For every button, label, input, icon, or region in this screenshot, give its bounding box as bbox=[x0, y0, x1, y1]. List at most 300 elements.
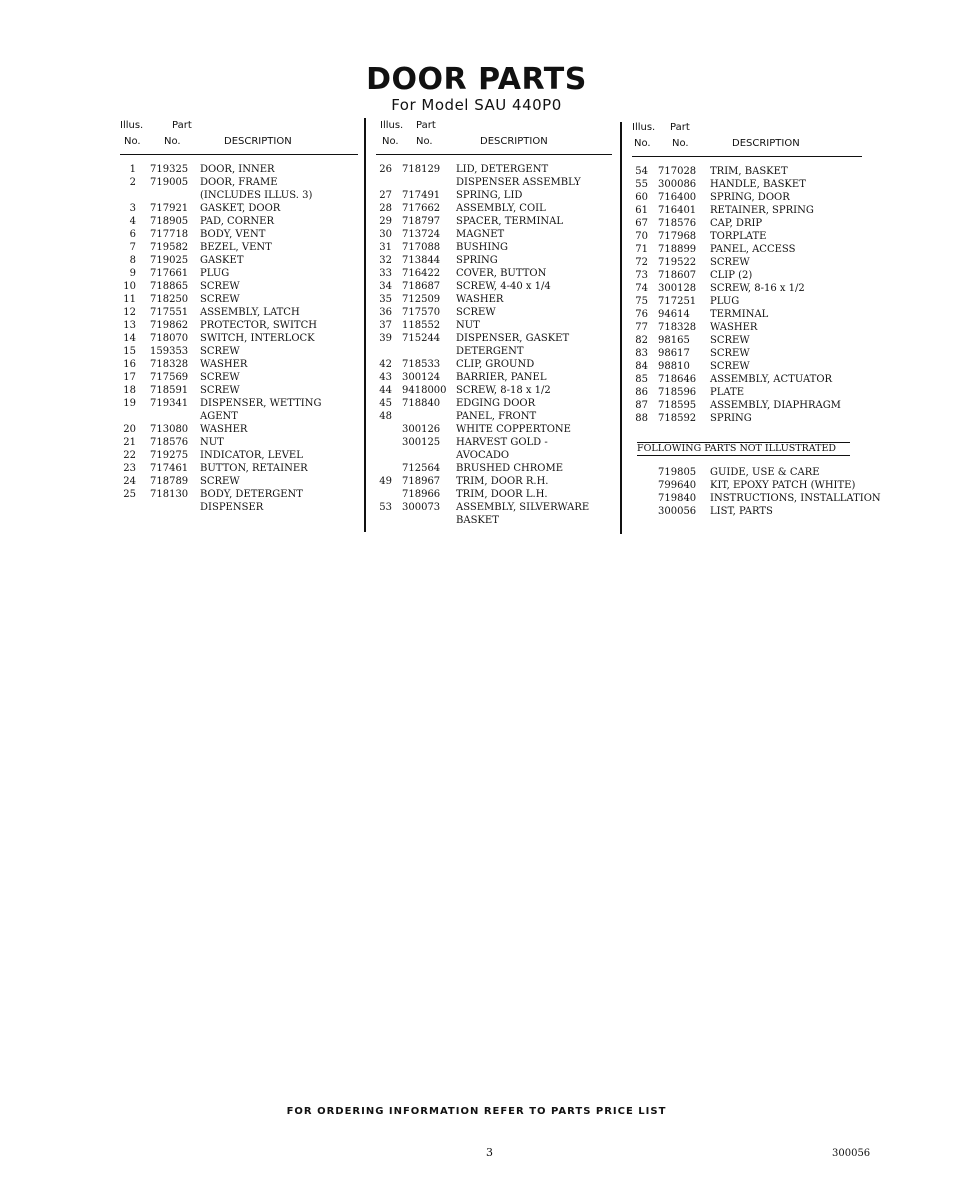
part-description: ASSEMBLY, SILVERWARE bbox=[456, 502, 590, 513]
part-description: SCREW bbox=[200, 372, 240, 383]
part-row bbox=[376, 319, 612, 332]
illus-no-header: No. bbox=[382, 136, 399, 147]
part-description: ASSEMBLY, ACTUATOR bbox=[710, 374, 833, 385]
part-description: GASKET bbox=[200, 255, 244, 266]
part-row bbox=[120, 462, 358, 475]
illus-number: 35 bbox=[379, 294, 392, 305]
part-row bbox=[120, 449, 358, 462]
part-number: 718899 bbox=[658, 244, 697, 255]
illus-number: 4 bbox=[129, 216, 136, 227]
part-row bbox=[376, 332, 612, 345]
part-row bbox=[632, 386, 862, 399]
part-number: 717662 bbox=[402, 203, 441, 214]
illus-no-header: No. bbox=[124, 136, 141, 147]
illus-number: 18 bbox=[123, 385, 136, 396]
part-number: 98810 bbox=[658, 361, 690, 372]
part-number: 718967 bbox=[402, 476, 441, 487]
part-number: 719005 bbox=[150, 177, 189, 188]
part-row bbox=[120, 371, 358, 384]
illus-number: 9 bbox=[129, 268, 136, 279]
part-number: 9418000 bbox=[402, 385, 447, 396]
part-number: 718966 bbox=[402, 489, 441, 500]
part-number: 719025 bbox=[150, 255, 189, 266]
illus-number: 71 bbox=[635, 244, 648, 255]
part-number: 718070 bbox=[150, 333, 189, 344]
part-description: SPRING bbox=[456, 255, 498, 266]
part-description: LID, DETERGENT bbox=[456, 164, 549, 175]
part-description: SCREW bbox=[200, 476, 240, 487]
part-number: 719805 bbox=[658, 467, 697, 478]
description-header: DESCRIPTION bbox=[224, 136, 292, 147]
part-row bbox=[120, 501, 358, 514]
part-number: 718595 bbox=[658, 400, 697, 411]
part-row bbox=[376, 215, 612, 228]
part-number: 718905 bbox=[150, 216, 189, 227]
part-row bbox=[376, 488, 612, 501]
part-description: PAD, CORNER bbox=[200, 216, 275, 227]
part-description: WASHER bbox=[200, 359, 248, 370]
part-number: 716400 bbox=[658, 192, 697, 203]
illus-number: 88 bbox=[635, 413, 648, 424]
part-no-header: No. bbox=[164, 136, 181, 147]
part-row bbox=[120, 163, 358, 176]
illus-number: 48 bbox=[379, 411, 392, 422]
part-description: SCREW bbox=[200, 346, 240, 357]
illus-number: 54 bbox=[635, 166, 648, 177]
illus-number: 37 bbox=[379, 320, 392, 331]
part-row bbox=[376, 358, 612, 371]
part-row bbox=[120, 384, 358, 397]
part-row bbox=[632, 191, 862, 204]
part-number: 712509 bbox=[402, 294, 441, 305]
part-row bbox=[120, 228, 358, 241]
part-number: 718607 bbox=[658, 270, 697, 281]
part-description: ASSEMBLY, DIAPHRAGM bbox=[710, 400, 841, 411]
part-description: WASHER bbox=[200, 424, 248, 435]
part-row bbox=[120, 345, 358, 358]
part-row bbox=[120, 280, 358, 293]
not-illustrated-heading: FOLLOWING PARTS NOT ILLUSTRATED bbox=[637, 442, 850, 456]
illus-number: 16 bbox=[123, 359, 136, 370]
part-description: WHITE COPPERTONE bbox=[456, 424, 571, 435]
illus-number: 85 bbox=[635, 374, 648, 385]
part-number: 718328 bbox=[150, 359, 189, 370]
part-row bbox=[120, 241, 358, 254]
part-number: 713844 bbox=[402, 255, 441, 266]
part-number: 716401 bbox=[658, 205, 697, 216]
part-row bbox=[376, 176, 612, 189]
part-description: BODY, DETERGENT bbox=[200, 489, 303, 500]
part-number: 717570 bbox=[402, 307, 441, 318]
part-row bbox=[632, 178, 862, 191]
description-header: DESCRIPTION bbox=[480, 136, 548, 147]
ordering-footer: FOR ORDERING INFORMATION REFER TO PARTS PRICE LIST bbox=[286, 1106, 667, 1117]
part-description: SCREW bbox=[710, 361, 750, 372]
illus-number: 36 bbox=[379, 307, 392, 318]
part-row bbox=[376, 254, 612, 267]
part-number: 718328 bbox=[658, 322, 697, 333]
part-description: SCREW, 8-16 x 1/2 bbox=[710, 283, 805, 294]
part-number: 716422 bbox=[402, 268, 441, 279]
illus-number: 73 bbox=[635, 270, 648, 281]
illus-number: 8 bbox=[129, 255, 136, 266]
part-description: CAP, DRIP bbox=[710, 218, 763, 229]
not-illustrated-list bbox=[632, 466, 882, 518]
part-number: 713080 bbox=[150, 424, 189, 435]
part-number: 719840 bbox=[658, 493, 697, 504]
illus-number: 31 bbox=[379, 242, 392, 253]
part-description: TRIM, DOOR L.H. bbox=[456, 489, 548, 500]
part-description: AGENT bbox=[200, 411, 238, 422]
part-description: SPRING bbox=[710, 413, 752, 424]
part-row bbox=[120, 319, 358, 332]
part-number: 718840 bbox=[402, 398, 441, 409]
part-number: 717718 bbox=[150, 229, 189, 240]
illus-number: 15 bbox=[123, 346, 136, 357]
part-number: 719522 bbox=[658, 257, 697, 268]
part-number: 713724 bbox=[402, 229, 441, 240]
part-description: SCREW bbox=[710, 348, 750, 359]
part-description: SCREW bbox=[200, 294, 240, 305]
part-description: DISPENSER, GASKET bbox=[456, 333, 570, 344]
illus-number: 32 bbox=[379, 255, 392, 266]
illus-no-header: No. bbox=[634, 138, 651, 149]
part-description: WASHER bbox=[710, 322, 758, 333]
part-row bbox=[120, 358, 358, 371]
part-row bbox=[632, 399, 862, 412]
part-row bbox=[376, 345, 612, 358]
part-row bbox=[120, 254, 358, 267]
part-description: SCREW bbox=[200, 385, 240, 396]
part-row bbox=[376, 267, 612, 280]
illus-number: 13 bbox=[123, 320, 136, 331]
part-row bbox=[632, 230, 862, 243]
part-description: HANDLE, BASKET bbox=[710, 179, 806, 190]
part-row bbox=[376, 384, 612, 397]
part-number: 719275 bbox=[150, 450, 189, 461]
part-number: 94614 bbox=[658, 309, 690, 320]
part-number: 718576 bbox=[150, 437, 189, 448]
illus-number: 33 bbox=[379, 268, 392, 279]
part-number: 799640 bbox=[658, 480, 697, 491]
part-row bbox=[376, 514, 612, 527]
part-header: Part bbox=[172, 120, 192, 131]
part-row bbox=[376, 228, 612, 241]
illus-number: 87 bbox=[635, 400, 648, 411]
part-description: INDICATOR, LEVEL bbox=[200, 450, 303, 461]
part-description: DETERGENT bbox=[456, 346, 524, 357]
part-number: 717461 bbox=[150, 463, 189, 474]
column-header bbox=[120, 118, 358, 155]
part-row bbox=[120, 202, 358, 215]
part-description: SPRING, DOOR bbox=[710, 192, 790, 203]
illus-header: Illus. bbox=[632, 122, 656, 133]
part-row bbox=[376, 306, 612, 319]
part-row bbox=[120, 189, 358, 202]
illus-number: 83 bbox=[635, 348, 648, 359]
illus-number: 12 bbox=[123, 307, 136, 318]
part-row bbox=[376, 449, 612, 462]
part-number: 718129 bbox=[402, 164, 441, 175]
part-row bbox=[120, 410, 358, 423]
part-number: 717088 bbox=[402, 242, 441, 253]
part-description: BUTTON, RETAINER bbox=[200, 463, 308, 474]
illus-header: Illus. bbox=[120, 120, 144, 131]
part-row bbox=[376, 475, 612, 488]
part-number: 718130 bbox=[150, 489, 189, 500]
part-description: PROTECTOR, SWITCH bbox=[200, 320, 317, 331]
part-number: 718592 bbox=[658, 413, 697, 424]
part-number: 300086 bbox=[658, 179, 697, 190]
illus-number: 23 bbox=[123, 463, 136, 474]
part-description: PLUG bbox=[200, 268, 230, 279]
illus-number: 84 bbox=[635, 361, 648, 372]
part-row bbox=[632, 505, 882, 518]
part-number: 300125 bbox=[402, 437, 441, 448]
illus-number: 86 bbox=[635, 387, 648, 398]
part-number: 718533 bbox=[402, 359, 441, 370]
part-description: WASHER bbox=[456, 294, 504, 305]
part-description: TRIM, DOOR R.H. bbox=[456, 476, 549, 487]
illus-number: 60 bbox=[635, 192, 648, 203]
part-number: 718789 bbox=[150, 476, 189, 487]
illus-number: 44 bbox=[379, 385, 392, 396]
part-row bbox=[632, 373, 862, 386]
illus-number: 67 bbox=[635, 218, 648, 229]
illus-number: 70 bbox=[635, 231, 648, 242]
part-number: 718576 bbox=[658, 218, 697, 229]
part-row bbox=[632, 492, 882, 505]
part-row bbox=[376, 410, 612, 423]
illus-number: 24 bbox=[123, 476, 136, 487]
illus-number: 20 bbox=[123, 424, 136, 435]
part-number: 712564 bbox=[402, 463, 441, 474]
part-row bbox=[376, 423, 612, 436]
illus-number: 77 bbox=[635, 322, 648, 333]
illus-number: 26 bbox=[379, 164, 392, 175]
part-number: 98617 bbox=[658, 348, 690, 359]
part-row bbox=[632, 269, 862, 282]
page-number: 3 bbox=[486, 1146, 493, 1159]
illus-header: Illus. bbox=[380, 120, 404, 131]
illus-number: 25 bbox=[123, 489, 136, 500]
part-row bbox=[120, 397, 358, 410]
illus-number: 6 bbox=[129, 229, 136, 240]
part-description: SPACER, TERMINAL bbox=[456, 216, 564, 227]
part-number: 719582 bbox=[150, 242, 189, 253]
part-number: 718646 bbox=[658, 374, 697, 385]
parts-column-3 bbox=[632, 120, 862, 425]
part-row bbox=[376, 189, 612, 202]
part-description: PANEL, FRONT bbox=[456, 411, 537, 422]
part-description: CLIP (2) bbox=[710, 270, 753, 281]
part-row bbox=[376, 397, 612, 410]
illus-number: 42 bbox=[379, 359, 392, 370]
part-row bbox=[376, 293, 612, 306]
part-description: (INCLUDES ILLUS. 3) bbox=[200, 190, 313, 201]
part-row bbox=[120, 488, 358, 501]
part-description: CLIP, GROUND bbox=[456, 359, 535, 370]
illus-number: 76 bbox=[635, 309, 648, 320]
part-number: 718687 bbox=[402, 281, 441, 292]
part-row bbox=[120, 475, 358, 488]
part-number: 717569 bbox=[150, 372, 189, 383]
document-number: 300056 bbox=[832, 1148, 871, 1159]
part-description: BRUSHED CHROME bbox=[456, 463, 564, 474]
part-number: 98165 bbox=[658, 335, 690, 346]
part-description: KIT, EPOXY PATCH (WHITE) bbox=[710, 480, 856, 491]
part-description: BEZEL, VENT bbox=[200, 242, 272, 253]
part-row bbox=[632, 217, 862, 230]
part-description: DISPENSER ASSEMBLY bbox=[456, 177, 581, 188]
part-description: INSTRUCTIONS, INSTALLATION bbox=[710, 493, 881, 504]
part-row bbox=[632, 165, 862, 178]
column-header bbox=[376, 118, 612, 155]
part-description: PANEL, ACCESS bbox=[710, 244, 796, 255]
part-number: 159353 bbox=[150, 346, 189, 357]
part-description: NUT bbox=[200, 437, 224, 448]
illus-number: 14 bbox=[123, 333, 136, 344]
part-number: 717251 bbox=[658, 296, 697, 307]
part-row bbox=[376, 241, 612, 254]
part-number: 300126 bbox=[402, 424, 441, 435]
illus-number: 49 bbox=[379, 476, 392, 487]
part-number: 718591 bbox=[150, 385, 189, 396]
part-row bbox=[632, 308, 862, 321]
part-number: 718797 bbox=[402, 216, 441, 227]
part-row bbox=[376, 501, 612, 514]
part-number: 717491 bbox=[402, 190, 441, 201]
part-description: NUT bbox=[456, 320, 480, 331]
part-description: SCREW bbox=[710, 257, 750, 268]
part-row bbox=[120, 293, 358, 306]
part-description: BUSHING bbox=[456, 242, 509, 253]
part-description: GASKET, DOOR bbox=[200, 203, 281, 214]
part-number: 717968 bbox=[658, 231, 697, 242]
column-header bbox=[632, 120, 862, 157]
part-description: AVOCADO bbox=[456, 450, 510, 461]
part-row bbox=[376, 163, 612, 176]
illus-number: 75 bbox=[635, 296, 648, 307]
parts-column-1 bbox=[120, 118, 358, 514]
part-number: 717921 bbox=[150, 203, 189, 214]
part-description: GUIDE, USE & CARE bbox=[710, 467, 820, 478]
part-description: TORPLATE bbox=[710, 231, 767, 242]
part-description: EDGING DOOR bbox=[456, 398, 536, 409]
illus-number: 34 bbox=[379, 281, 392, 292]
illus-number: 72 bbox=[635, 257, 648, 268]
part-description: SPRING, LID bbox=[456, 190, 523, 201]
illus-number: 30 bbox=[379, 229, 392, 240]
part-number: 718596 bbox=[658, 387, 697, 398]
part-description: MAGNET bbox=[456, 229, 505, 240]
illus-number: 7 bbox=[129, 242, 136, 253]
part-row bbox=[120, 306, 358, 319]
part-description: DOOR, INNER bbox=[200, 164, 275, 175]
column-divider bbox=[364, 118, 366, 532]
part-row bbox=[120, 267, 358, 280]
part-number: 300128 bbox=[658, 283, 697, 294]
part-number: 718865 bbox=[150, 281, 189, 292]
part-row bbox=[120, 332, 358, 345]
part-row bbox=[632, 334, 862, 347]
part-description: PLATE bbox=[710, 387, 745, 398]
part-number: 719341 bbox=[150, 398, 189, 409]
illus-number: 2 bbox=[129, 177, 136, 188]
part-row bbox=[632, 466, 882, 479]
part-row bbox=[376, 280, 612, 293]
part-row bbox=[376, 462, 612, 475]
part-description: ASSEMBLY, LATCH bbox=[200, 307, 300, 318]
part-description: TRIM, BASKET bbox=[710, 166, 788, 177]
part-row bbox=[632, 321, 862, 334]
part-description: SCREW, 4-40 x 1/4 bbox=[456, 281, 551, 292]
illus-number: 17 bbox=[123, 372, 136, 383]
part-row bbox=[120, 436, 358, 449]
part-description: DOOR, FRAME bbox=[200, 177, 278, 188]
part-description: PLUG bbox=[710, 296, 740, 307]
part-row bbox=[632, 295, 862, 308]
part-description: COVER, BUTTON bbox=[456, 268, 547, 279]
part-number: 300073 bbox=[402, 502, 441, 513]
part-row bbox=[632, 282, 862, 295]
part-row bbox=[632, 479, 882, 492]
illus-number: 53 bbox=[379, 502, 392, 513]
part-row bbox=[120, 176, 358, 189]
part-description: BODY, VENT bbox=[200, 229, 266, 240]
illus-number: 43 bbox=[379, 372, 392, 383]
illus-number: 21 bbox=[123, 437, 136, 448]
illus-number: 3 bbox=[129, 203, 136, 214]
part-number: 118552 bbox=[402, 320, 441, 331]
part-row bbox=[376, 436, 612, 449]
part-row bbox=[632, 412, 862, 425]
illus-number: 27 bbox=[379, 190, 392, 201]
part-number: 718250 bbox=[150, 294, 189, 305]
part-header: Part bbox=[670, 122, 690, 133]
part-no-header: No. bbox=[672, 138, 689, 149]
illus-number: 74 bbox=[635, 283, 648, 294]
part-number: 717028 bbox=[658, 166, 697, 177]
part-description: HARVEST GOLD - bbox=[456, 437, 548, 448]
part-description: TERMINAL bbox=[710, 309, 769, 320]
column-divider bbox=[620, 122, 622, 534]
illus-number: 55 bbox=[635, 179, 648, 190]
illus-number: 10 bbox=[123, 281, 136, 292]
part-number: 717661 bbox=[150, 268, 189, 279]
illus-number: 45 bbox=[379, 398, 392, 409]
part-description: DISPENSER, WETTING bbox=[200, 398, 322, 409]
part-number: 719325 bbox=[150, 164, 189, 175]
part-header: Part bbox=[416, 120, 436, 131]
part-no-header: No. bbox=[416, 136, 433, 147]
part-row bbox=[632, 256, 862, 269]
part-row bbox=[376, 371, 612, 384]
description-header: DESCRIPTION bbox=[732, 138, 800, 149]
part-row bbox=[632, 243, 862, 256]
page-title: DOOR PARTS bbox=[366, 62, 587, 97]
part-row bbox=[632, 204, 862, 217]
illus-number: 61 bbox=[635, 205, 648, 216]
part-description: RETAINER, SPRING bbox=[710, 205, 814, 216]
part-description: SCREW bbox=[710, 335, 750, 346]
part-row bbox=[376, 202, 612, 215]
part-description: SCREW bbox=[456, 307, 496, 318]
illus-number: 82 bbox=[635, 335, 648, 346]
illus-number: 22 bbox=[123, 450, 136, 461]
part-row bbox=[120, 423, 358, 436]
model-subtitle: For Model SAU 440P0 bbox=[391, 96, 562, 114]
